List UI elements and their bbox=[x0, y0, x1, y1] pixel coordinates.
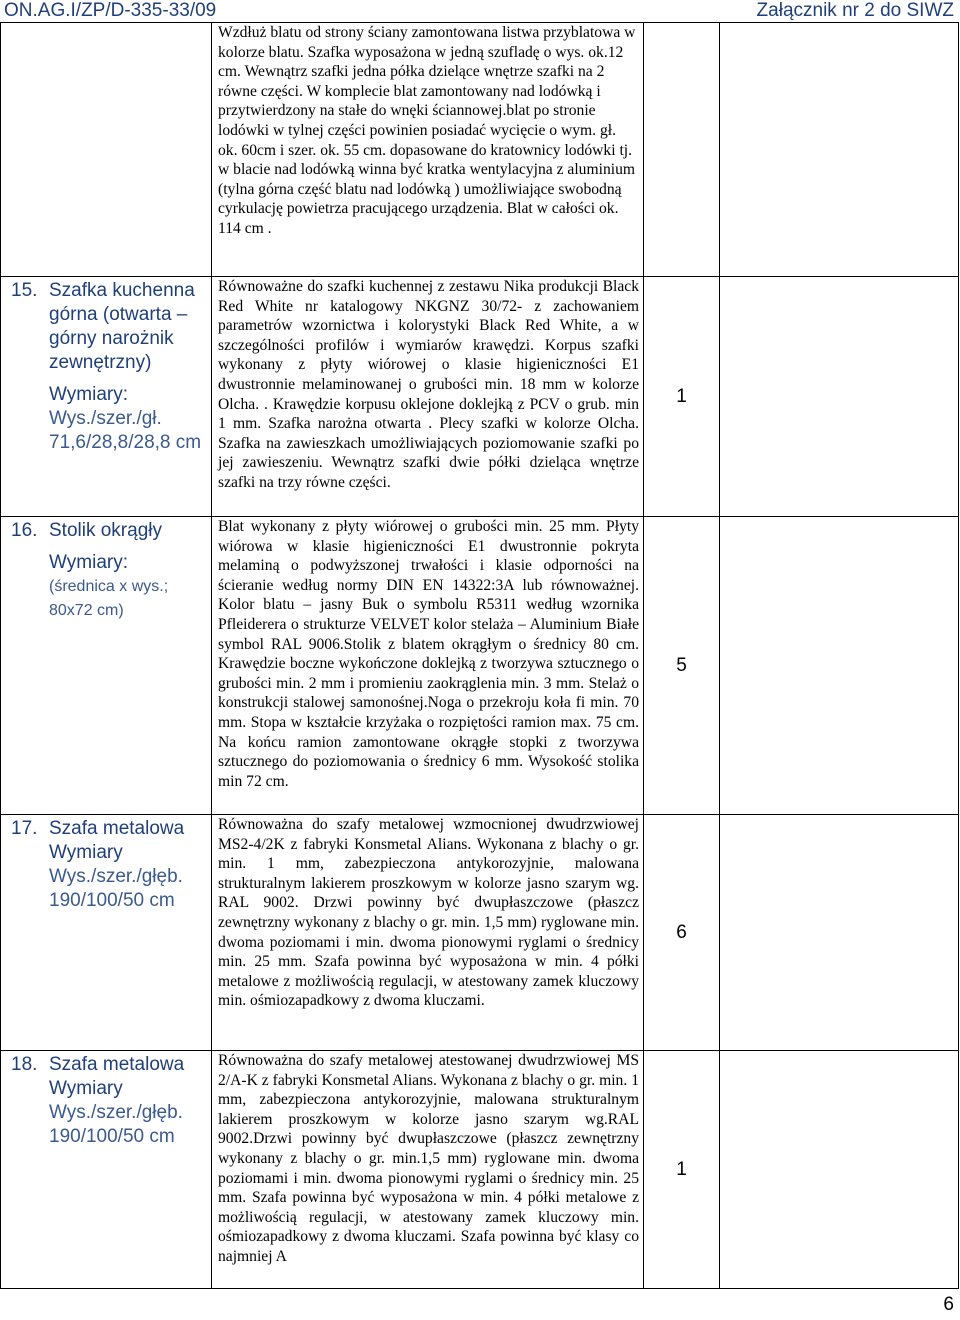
item-number: 18. bbox=[11, 1054, 38, 1075]
item-name-cell bbox=[1, 815, 212, 1051]
item-dimensions: Wys./szer./gł. 71,6/28,8/28,8 cm bbox=[49, 408, 202, 453]
item-name: Szafa metalowa bbox=[49, 1054, 185, 1075]
item-quantity: 1 bbox=[676, 385, 687, 407]
empty-cell bbox=[720, 23, 959, 277]
quantity-cell bbox=[644, 277, 720, 517]
item-quantity: 1 bbox=[676, 1158, 687, 1180]
item-description: Blat wykonany z płyty wiórowej o grubości min. 25 mm. Płyty wiórowa w klasie higieniczności E1 dwustronnie pokryta melaminą o podwyższonej trwałości i klasie odporności na ścieranie według normy DIN EN 14322:3A lub równoważnej. Kolor blatu – jasny Buk o symbolu R5311 według wzornika Pfleiderera o strukturze VELVET kolor stelaża – Aluminium Białe symbol RAL 9006.Stolik z blatem okrągłym o średnicy 80 cm. Krawędzie boczne wykończone doklejką z tworzywa sztucznego o grubości min. 2 mm i promieniu zaokrąglenia min. 3 mm. Stelaż o konstrukcji stalowej samonośnej.Noga o przekroju koła fi min. 70 mm. Stopa w kształcie krzyżaka o rozpiętości ramion max. 75 cm. Na końcu ramion zamontowane okrągłe stopki z tworzywa sztucznego do poziomowania o średnicy 6 mm. Wysokość stolika min 72 cm. bbox=[218, 518, 639, 790]
attachment-label: Załącznik nr 2 do SIWZ bbox=[756, 0, 954, 21]
item-quantity: 6 bbox=[676, 921, 687, 943]
page-number: 6 bbox=[943, 1294, 954, 1315]
item-quantity: 5 bbox=[676, 654, 687, 676]
item-description: Równoważna do szafy metalowej atestowanej dwudrzwiowej MS 2/A-K z fabryki Konsmetal Alians. Wykonana z blachy o gr. min. 1 mm, zabezpieczona antykorozyjnie, malowana strukturalnym lakierem proszkowym w kolorze jasno szarym wg.RAL 9002.Drzwi powinny być dwupłaszczowe (płaszcz zewnętrzny wykonany z blachy o gr. min.1,5 mm) ryglowane min. dwoma poziomami i min. dwoma pionowymi ryglami o średnicy min. 25 mm. Szafa powinna być wyposażona w min. 4 półki metalowe z możliwością regulacji, w atestowany zamek kluczowy min. ośmiozapadkowy z dwoma kluczami. Szafa powinna być klasy co najmniej A bbox=[218, 1052, 639, 1265]
item-name: Szafa metalowa bbox=[49, 818, 185, 839]
quantity-cell bbox=[644, 23, 720, 277]
item-dimensions: Wys./szer./głęb. 190/100/50 cm bbox=[49, 1102, 183, 1147]
item-name: Szafka kuchenna górna (otwarta – górny narożnik zewnętrzny) bbox=[49, 280, 195, 373]
quantity-cell bbox=[644, 815, 720, 1051]
description-cell bbox=[212, 23, 644, 277]
empty-cell bbox=[720, 815, 959, 1051]
table-row bbox=[1, 277, 959, 517]
item-name: Stolik okrągły bbox=[49, 520, 162, 541]
document-reference: ON.AG.I/ZP/D-335-33/09 bbox=[4, 0, 217, 21]
table-row bbox=[1, 23, 959, 277]
empty-cell bbox=[720, 277, 959, 517]
quantity-cell bbox=[644, 1051, 720, 1289]
item-dimensions: Wys./szer./głęb. 190/100/50 cm bbox=[49, 866, 183, 911]
empty-cell bbox=[720, 517, 959, 815]
item-name-cell bbox=[1, 277, 212, 517]
item-description: Równoważna do szafy metalowej wzmocnionej dwudrzwiowej MS2-4/2K z fabryki Konsmetal Alians. Wykonana z blachy o gr. min. 1 mm, zabezpieczona antykorozyjnie, malowana strukturalnym lakierem proszkowym w kolorze jasno szarym wg. RAL 9002. Drzwi powinny być dwupłaszczowe (płaszcz zewnętrzny wykonany z blachy o gr. min. 1,5 mm) ryglowane min. dwoma poziomami i min. dwoma pionowymi ryglami o średnicy min. 25 mm. Szafa powinna być wyposażona w min. 4 półki metalowe z możliwością regulacji, w atestowany zamek kluczowy min. ośmiozapadkowy z dwoma kluczami. bbox=[218, 816, 639, 1010]
empty-cell bbox=[720, 1051, 959, 1289]
dimensions-label: Wymiary: bbox=[49, 384, 128, 405]
table-row bbox=[1, 517, 959, 815]
description-cell bbox=[212, 815, 644, 1051]
table-row bbox=[1, 1051, 959, 1289]
dimensions-label: Wymiary bbox=[49, 842, 123, 863]
quantity-cell bbox=[644, 517, 720, 815]
description-cell bbox=[212, 1051, 644, 1289]
item-name-cell bbox=[1, 1051, 212, 1289]
item-number: 16. bbox=[11, 520, 38, 541]
table-row bbox=[1, 815, 959, 1051]
item-description: Równoważne do szafki kuchennej z zestawu Nika produkcji Black Red White nr katalogowy NKGNZ 30/72- z zachowaniem parametrów wzornictwa i kolorystyki Black Red White, a w szczególności profilów i wymiarów krawędzi. Korpus szafki wykonany z płyty wiórowej o klasie higieniczności E1 dwustronnie melaminowanej o grubości min. 18 mm w kolorze Olcha. . Krawędzie korpusu oklejone doklejką z PCV o grub. min 1 mm. Szafka narożna otwarta . Plecy szafki w kolorze Olcha. Szafka na zawieszkach umożliwiających poziomowanie szafki po jej zawieszeniu. Wewnątrz szafki dwie półki dzieląca wnętrze szafki na trzy równe części. bbox=[218, 278, 639, 491]
item-number: 17. bbox=[11, 818, 38, 839]
specification-table bbox=[0, 22, 959, 1289]
description-cell bbox=[212, 277, 644, 517]
description-cell bbox=[212, 517, 644, 815]
item-name-cell bbox=[1, 517, 212, 815]
item-number: 15. bbox=[11, 280, 38, 301]
item-name-cell bbox=[1, 23, 212, 277]
item-description: Wzdłuż blatu od strony ściany zamontowana listwa przyblatowa w kolorze blatu. Szafka wyposażona w jedną szufladę o wys. ok.12 cm. Wewnątrz szafki jedna półka dzielące wnętrze szafki na 2 równe części. W komplecie blat zamontowany nad lodówką i przytwierdzony na stałe do wnęki ściannowej.blat po stronie lodówki w tylnej części powinien posiadać wycięcie o wym. gł. ok. 60cm i szer. ok. 55 cm. dopasowane do kratownicy lodówki tj. w blacie nad lodówką winna być kratka wentylacyjna z aluminium (tylna górna część blatu nad lodówką ) umożliwiające swobodną cyrkulację powietrza pracującego urządzenia. Blat w całości ok. 114 cm . bbox=[218, 24, 636, 237]
item-dimensions: (średnica x wys.; 80x72 cm) bbox=[49, 578, 169, 619]
dimensions-label: Wymiary bbox=[49, 1078, 123, 1099]
dimensions-label: Wymiary: bbox=[49, 552, 128, 573]
